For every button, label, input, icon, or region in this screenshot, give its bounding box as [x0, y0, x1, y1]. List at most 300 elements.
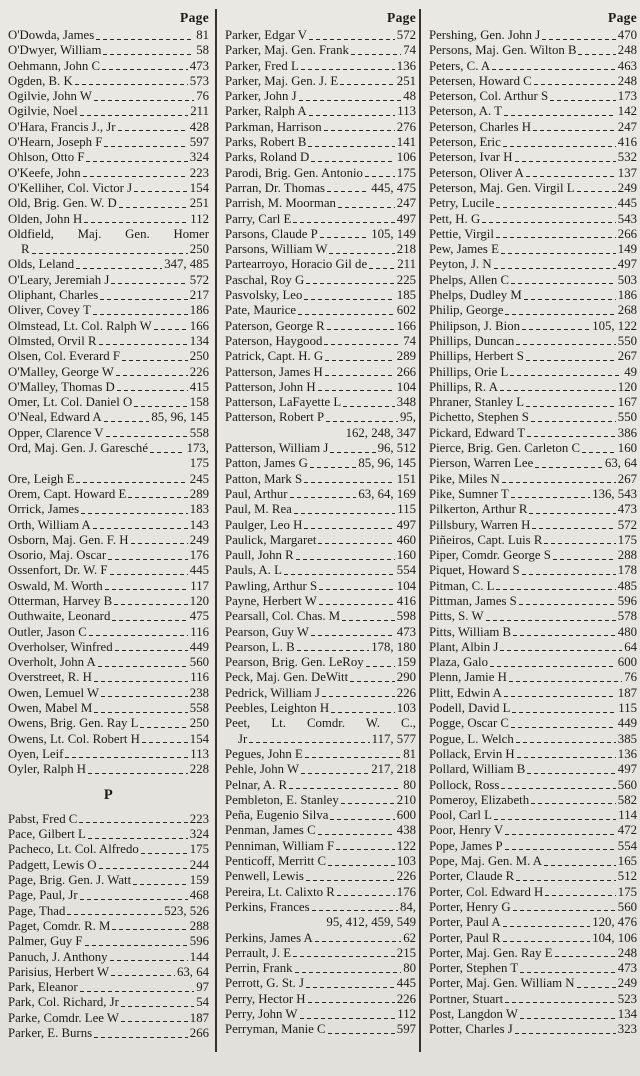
index-entry	[429, 89, 637, 104]
dot-leader	[318, 380, 395, 395]
entry-name: Owens, Lt. Col. Robert H	[8, 731, 140, 746]
entry-name: Petry, Lucile	[429, 196, 495, 211]
dot-leader	[504, 686, 616, 701]
index-entry	[429, 74, 637, 89]
entry-pages: 175	[617, 532, 637, 547]
dot-leader	[328, 854, 395, 869]
index-entry	[429, 732, 637, 747]
dot-leader	[294, 502, 395, 517]
index-entry	[225, 28, 416, 43]
entry-pages: 225	[396, 272, 416, 287]
index-entry	[225, 74, 416, 89]
dot-leader	[505, 303, 615, 318]
index-entry	[8, 89, 209, 104]
entry-name: Perkins, James A	[225, 930, 313, 945]
entry-name: Olmsted, Orvil R	[8, 333, 97, 348]
dot-leader	[320, 227, 369, 242]
entry-pages: 160	[396, 548, 416, 563]
dot-leader	[520, 961, 616, 976]
entry-name: O'Keefe, John	[8, 165, 81, 180]
index-entry	[429, 395, 637, 410]
dot-leader	[519, 594, 616, 609]
dot-leader	[330, 808, 394, 823]
entry-name: Paulick, Margaret	[225, 532, 317, 547]
entry-name: Pogge, Oscar C	[429, 716, 509, 731]
entry-pages: 217, 218	[371, 762, 416, 777]
index-entry	[8, 487, 209, 502]
entry-name: Paschal, Roy G	[225, 272, 305, 287]
index-entry	[429, 915, 637, 930]
index-entry	[225, 961, 416, 976]
index-entry	[8, 827, 209, 842]
dot-leader	[503, 915, 591, 930]
entry-name: Peña, Eugenio Silva	[225, 808, 329, 823]
entry-name: Pollock, Ross	[429, 777, 500, 792]
entry-name: Peebles, Leighton H	[225, 701, 330, 716]
entry-pages: 602	[396, 303, 416, 318]
entry-pages: 497	[396, 517, 416, 532]
index-entry	[225, 548, 416, 563]
index-entry	[429, 426, 637, 441]
dot-leader	[121, 1011, 188, 1026]
entry-pages: 543	[617, 211, 637, 226]
entry-name: Pett, H. G	[429, 211, 481, 226]
index-entry	[429, 288, 637, 303]
entry-pages: 550	[617, 333, 637, 348]
entry-name: Peterson, Ivar H	[429, 150, 513, 165]
index-entry	[429, 410, 637, 425]
index-entry	[8, 181, 209, 196]
entry-name: Orrick, James	[8, 502, 80, 517]
index-entry	[225, 946, 416, 961]
entry-name: Plaza, Galo	[429, 655, 488, 670]
dot-leader	[309, 104, 396, 119]
dot-leader	[80, 104, 189, 119]
index-entry	[429, 625, 637, 640]
dot-leader	[110, 563, 188, 578]
entry-name: Paul, M. Rea	[225, 502, 292, 517]
index-entry	[429, 441, 637, 456]
dot-leader	[341, 793, 395, 808]
index-entry	[8, 594, 209, 609]
dot-leader	[517, 747, 616, 762]
entry-name: Paterson, George R	[225, 318, 325, 333]
entry-pages: 159	[189, 873, 209, 888]
entry-name: Oswald, M. Worth	[8, 578, 103, 593]
dot-leader	[93, 303, 188, 318]
index-entry	[225, 365, 416, 380]
entry-pages: 347, 485	[164, 257, 209, 272]
dot-leader	[527, 762, 616, 777]
entry-pages: 166	[396, 318, 416, 333]
entry-pages: 532	[617, 150, 637, 165]
entry-pages: 141	[396, 135, 416, 150]
entry-name: Paulger, Leo H	[225, 517, 303, 532]
index-entry	[429, 303, 637, 318]
entry-pages: 122	[396, 838, 416, 853]
index-entry-continuation	[225, 426, 416, 441]
index-entry	[8, 441, 209, 456]
entry-name: Porter, Claude R	[429, 869, 515, 884]
dot-leader	[553, 548, 616, 563]
dot-leader	[324, 334, 401, 349]
entry-name: Phillips, Orie L	[429, 364, 509, 379]
entry-name: Peet, Lt. Comdr. W. C.,	[225, 716, 416, 731]
entry-pages: 215	[396, 945, 416, 960]
index-entry	[8, 842, 209, 857]
entry-name: Peyton, J. N	[429, 257, 492, 272]
entry-name: Pearsall, Col. Chas. M	[225, 609, 341, 624]
dot-leader	[142, 732, 188, 747]
entry-pages: 136	[396, 58, 416, 73]
index-entry	[8, 319, 209, 334]
dot-leader	[486, 609, 616, 624]
index-entry	[225, 701, 416, 716]
entry-pages: 104	[396, 578, 416, 593]
index-entry	[8, 410, 209, 425]
entry-name: Pillsbury, Warren H	[429, 517, 531, 532]
dot-leader	[102, 59, 188, 74]
entry-name: Phelps, Dudley M	[429, 288, 522, 303]
dot-leader	[106, 426, 188, 441]
entry-name: Oehmann, John C	[8, 58, 101, 73]
dot-leader	[501, 778, 615, 793]
entry-pages: 445	[189, 563, 209, 578]
entry-name: Ord, Maj. Gen. J. Garesché	[8, 441, 149, 456]
entry-name: Pope, Maj. Gen. M. A	[429, 854, 543, 869]
index-entry	[225, 594, 416, 609]
entry-pages: 324	[189, 150, 209, 165]
dot-leader	[325, 365, 395, 380]
dot-leader	[306, 976, 395, 991]
entry-name: Peterson, Col. Arthur S	[429, 89, 549, 104]
entry-pages: 228	[189, 762, 209, 777]
entry-name: O'Neal, Edward A	[8, 410, 102, 425]
entry-name: Pabst, Fred C	[8, 811, 78, 826]
entry-name: Porter, Paul R	[429, 930, 501, 945]
index-entry	[8, 426, 209, 441]
dot-leader	[516, 732, 616, 747]
index-entry	[225, 150, 416, 165]
entry-pages: 120	[617, 379, 637, 394]
dot-leader	[67, 904, 162, 919]
entry-name: Phillips, Duncan	[429, 333, 515, 348]
entry-pages: 113	[190, 746, 209, 761]
entry-pages: 95, 412, 459, 549	[326, 915, 416, 930]
index-entry	[225, 778, 416, 793]
index-entry	[225, 839, 416, 854]
dot-leader	[515, 150, 616, 165]
entry-name: Peterson, Maj. Gen. Virgil L	[429, 180, 575, 195]
index-entry	[225, 380, 416, 395]
entry-name: Peterson, Oliver A	[429, 165, 524, 180]
entry-pages: 226	[396, 685, 416, 700]
entry-pages: 251	[189, 196, 209, 211]
entry-name: Piñeiros, Capt. Luis R	[429, 532, 543, 547]
index-entry	[429, 319, 637, 334]
dot-leader	[526, 166, 616, 181]
entry-name: Philipson, J. Bion	[429, 318, 521, 333]
index-entry	[225, 43, 416, 58]
entry-name: Pace, Gilbert L	[8, 827, 86, 842]
dot-leader	[329, 242, 394, 257]
entry-name: Pope, James P	[429, 838, 503, 853]
dot-leader	[522, 319, 590, 334]
entry-pages: 266	[189, 1026, 209, 1040]
dot-leader	[350, 670, 395, 685]
entry-pages: 267	[617, 349, 637, 364]
dot-leader	[501, 242, 616, 257]
dot-leader	[325, 349, 395, 364]
entry-pages: 428	[189, 119, 209, 134]
entry-name: Persons, Maj. Gen. Wilton B	[429, 43, 577, 58]
dot-leader	[526, 395, 616, 410]
entry-pages: 416	[617, 135, 637, 150]
entry-pages: 178	[617, 563, 637, 578]
index-entry	[429, 28, 637, 43]
entry-pages: 137	[617, 165, 637, 180]
dot-leader	[544, 533, 615, 548]
entry-name: Osorio, Maj. Oscar	[8, 548, 107, 563]
dot-leader	[128, 487, 187, 502]
index-entry	[429, 472, 637, 487]
entry-pages: 80	[403, 961, 416, 976]
index-entry	[225, 227, 416, 242]
entry-name: Patterson, LaFayette L	[225, 395, 342, 410]
index-entry	[8, 104, 209, 119]
index-entry	[429, 594, 637, 609]
index-entry	[8, 762, 209, 777]
entry-name: Patterson, William J	[225, 441, 329, 456]
index-entry	[225, 242, 416, 257]
entry-name: Parran, Dr. Thomas	[225, 180, 325, 195]
entry-pages: 497	[617, 257, 637, 272]
entry-pages: 290	[396, 670, 416, 685]
index-entry	[429, 655, 637, 670]
entry-pages: 185	[396, 288, 416, 303]
entry-pages: 348	[396, 395, 416, 410]
entry-pages: 485	[617, 578, 637, 593]
index-entry	[429, 563, 637, 578]
entry-pages: 173	[617, 89, 637, 104]
dot-leader	[99, 858, 188, 873]
index-entry	[429, 502, 637, 517]
index-entry	[8, 533, 209, 548]
entry-pages: 416	[396, 593, 416, 608]
entry-name: Park, Col. Richard, Jr	[8, 995, 119, 1010]
entry-pages: 438	[396, 823, 416, 838]
index-entry	[8, 380, 209, 395]
dot-leader	[133, 873, 188, 888]
index-entry	[225, 518, 416, 533]
entry-pages: 62	[403, 930, 416, 945]
entry-pages: 445	[617, 196, 637, 211]
dot-leader	[116, 365, 188, 380]
index-column-3	[421, 9, 640, 1052]
index-entry	[225, 395, 416, 410]
entry-pages: 95,	[400, 410, 416, 425]
index-entry	[225, 609, 416, 624]
entry-name: Perryman, Manie C	[225, 1022, 326, 1037]
dot-leader	[249, 732, 369, 747]
index-entry	[8, 257, 209, 272]
index-entry	[8, 609, 209, 624]
entry-pages: 288	[189, 918, 209, 933]
entry-name: Olmstead, Lt. Col. Ralph W	[8, 318, 152, 333]
entry-pages: 250	[189, 242, 209, 257]
index-entry	[225, 931, 416, 946]
dot-leader	[32, 242, 188, 257]
index-entry	[429, 242, 637, 257]
entry-name: Parker, E. Burns	[8, 1026, 93, 1040]
entry-pages: 480	[617, 624, 637, 639]
entry-pages: 497	[617, 762, 637, 777]
entry-pages: 223	[189, 811, 209, 826]
entry-name: Perrott, G. St. J	[225, 976, 304, 991]
index-entry	[8, 135, 209, 150]
dot-leader	[298, 303, 395, 318]
entry-name: Peck, Maj. Gen. DeWitt	[225, 670, 349, 685]
entry-name: Pershing, Gen. John J	[429, 28, 541, 42]
index-entry	[225, 670, 416, 685]
index-entry	[225, 976, 416, 991]
entry-name: Paterson, Haygood	[225, 333, 323, 348]
entry-pages: 134	[189, 333, 209, 348]
entry-pages: 175	[189, 456, 209, 471]
entry-name: Pitts, William B	[429, 624, 512, 639]
index-entry	[429, 900, 637, 915]
entry-pages: 120, 476	[592, 915, 637, 930]
entry-name: Ore, Leigh E	[8, 471, 75, 486]
index-entry	[225, 640, 416, 655]
entry-pages: 105, 149	[371, 226, 416, 241]
dot-leader	[306, 869, 395, 884]
entry-name: Outler, Jason C	[8, 624, 87, 639]
index-entry	[429, 808, 637, 823]
index-entry	[225, 212, 416, 227]
entry-name: Page, Brig. Gen. J. Watt	[8, 873, 132, 888]
entry-name: Opper, Clarence V	[8, 425, 104, 440]
entry-name: Parke, Comdr. Lee W	[8, 1010, 119, 1025]
entry-pages: 449	[189, 639, 209, 654]
index-entry	[429, 349, 637, 364]
dot-leader	[308, 135, 394, 150]
entry-pages: 445	[396, 976, 416, 991]
entry-pages: 560	[617, 899, 637, 914]
entry-pages: 183	[189, 502, 209, 517]
entry-name: Pogue, L. Welch	[429, 731, 514, 746]
index-entry	[225, 288, 416, 303]
index-entry	[225, 196, 416, 211]
entry-name: Orem, Capt. Howard E	[8, 486, 127, 501]
entry-pages: 74	[403, 43, 416, 58]
dot-leader	[134, 395, 188, 410]
entry-name: Pomeroy, Elizabeth	[429, 792, 530, 807]
entry-name: Pasvolsky, Leo	[225, 288, 303, 303]
dot-leader	[88, 827, 188, 842]
dot-leader	[111, 965, 175, 980]
entry-pages: 142	[617, 104, 637, 119]
entry-pages: 226	[396, 991, 416, 1006]
index-entry	[225, 59, 416, 74]
dot-leader	[324, 120, 395, 135]
entry-pages: 187	[617, 685, 637, 700]
dot-leader	[296, 548, 395, 563]
entry-pages: 167	[617, 395, 637, 410]
dot-leader	[81, 502, 188, 517]
dot-leader	[79, 812, 187, 827]
entry-pages: 323	[617, 1022, 637, 1037]
index-entry	[225, 487, 416, 502]
dot-leader	[522, 563, 616, 578]
entry-pages: 115	[397, 502, 416, 517]
dot-leader	[527, 426, 616, 441]
dot-leader	[297, 640, 370, 655]
dot-leader	[336, 839, 395, 854]
index-entry	[8, 166, 209, 181]
dot-leader	[511, 273, 616, 288]
dot-leader	[86, 150, 187, 165]
entry-name: Phelps, Allen C	[429, 272, 509, 287]
entry-pages: 472	[617, 823, 637, 838]
index-entry	[8, 655, 209, 670]
entry-pages: 63, 64	[605, 456, 637, 471]
index-entry	[429, 365, 637, 380]
entry-pages: 160	[617, 441, 637, 456]
entry-name: Plant, Albin J	[429, 639, 499, 654]
index-entry	[8, 579, 209, 594]
entry-name: Penman, James C	[225, 823, 316, 838]
index-entry	[429, 946, 637, 961]
index-entry	[429, 150, 637, 165]
index-entry	[8, 227, 209, 242]
dot-leader	[295, 961, 402, 976]
dot-leader	[154, 319, 188, 334]
entry-name: R	[21, 242, 30, 257]
entry-name: Peterson, Eric	[429, 135, 501, 150]
entry-name: Pitts, S. W	[429, 609, 484, 624]
dot-leader	[311, 625, 395, 640]
dot-leader	[490, 655, 616, 670]
index-entry	[225, 854, 416, 869]
dot-leader	[328, 1022, 395, 1037]
dot-leader	[338, 196, 395, 211]
index-entry	[429, 1007, 637, 1022]
index-entry	[225, 104, 416, 119]
entry-name: Oliphant, Charles	[8, 288, 99, 303]
index-entry	[8, 965, 209, 980]
dot-leader	[340, 74, 395, 89]
index-entry	[429, 533, 637, 548]
entry-pages: 324	[189, 827, 209, 842]
entry-name: Patterson, John H	[225, 379, 316, 394]
entry-name: Pollack, Ervin H	[429, 746, 515, 761]
index-entry	[429, 762, 637, 777]
index-entry	[429, 548, 637, 563]
dot-leader	[513, 625, 616, 640]
dot-leader	[504, 104, 616, 119]
entry-pages: 176	[189, 548, 209, 563]
dot-leader	[305, 747, 401, 762]
index-entry	[8, 888, 209, 903]
dot-leader	[100, 288, 188, 303]
index-entry	[429, 104, 637, 119]
index-entry	[225, 563, 416, 578]
entry-name: Peterson, A. T	[429, 104, 502, 119]
entry-pages: 266	[617, 226, 637, 241]
dot-leader	[577, 181, 616, 196]
entry-name: Pilkerton, Arthur R	[429, 502, 528, 517]
